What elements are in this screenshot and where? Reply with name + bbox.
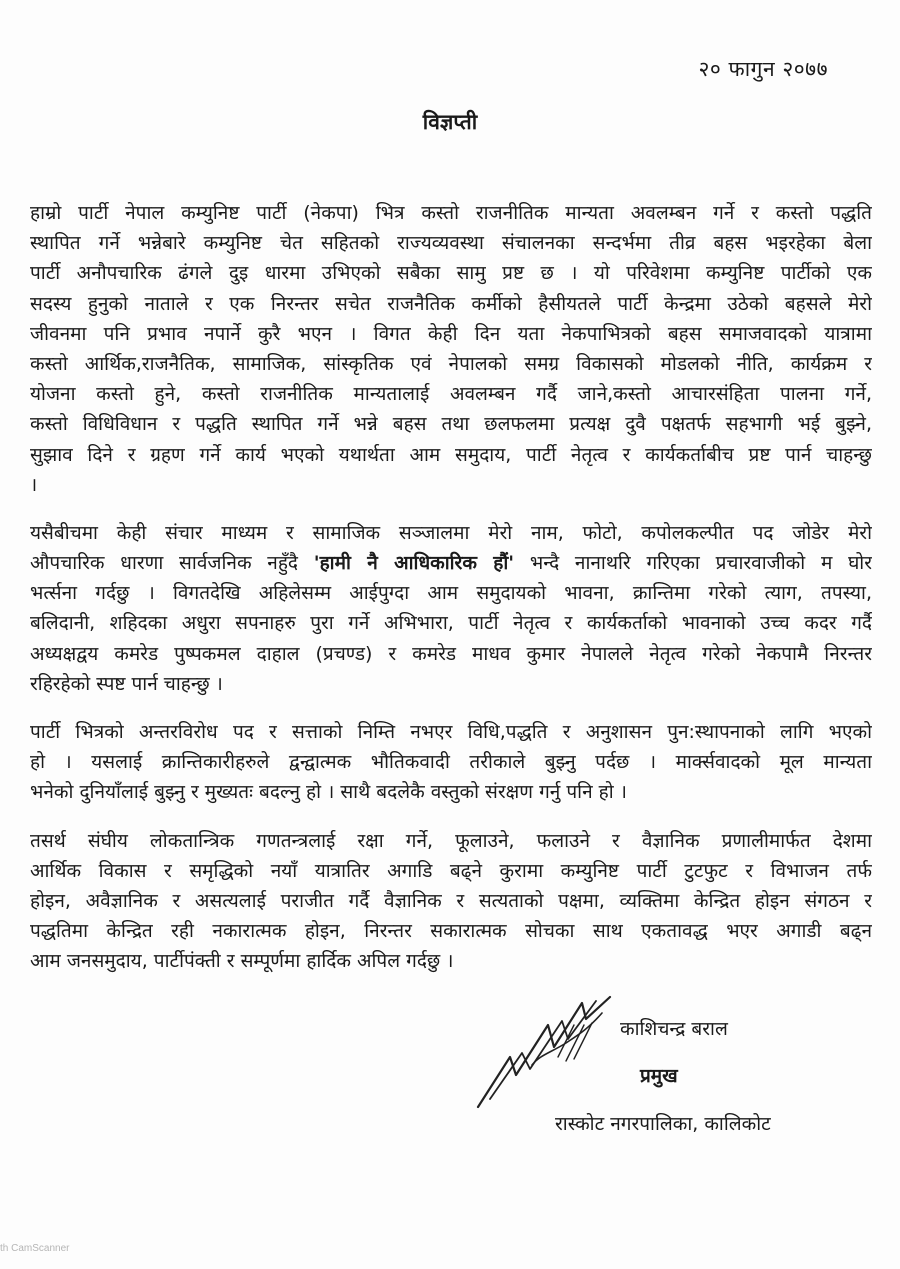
text-line-mixed bbox=[30, 548, 872, 578]
text-line: पार्टी अनौपचारिक ढंगले दुइ धारमा उभिएको सबैका सामु प्रष्ट छ । यो परिवेशमा कम्युनिष्ट पार्टीको एक bbox=[30, 262, 872, 285]
text-line: सुझाव दिने र ग्रहण गर्ने कार्य भएको यथार्थता आम समुदाय, पार्टी नेतृत्व र कार्यकर्ताबीच प्रष्ट पार्न चाहन्छु bbox=[30, 443, 872, 466]
text-line: पार्टी भित्रको अन्तरविरोध पद र सत्ताको निम्ति नभएर विधि,पद्धति र अनुशासन पुन:स्थापनाको लागि भएको bbox=[30, 721, 872, 743]
signatory-role: प्रमुख bbox=[640, 1065, 678, 1087]
text-line: कस्तो विधिविधान र पद्धति स्थापित गर्ने भन्ने बहस तथा छलफलमा प्रत्यक्ष दुवै पक्षतर्फ सहभागी भई बुझ्ने, bbox=[30, 413, 872, 436]
text-line: होइन, अवैज्ञानिक र असत्यलाई पराजीत गर्दै वैज्ञानिक र सत्यताको पक्षमा, व्यक्तिमा केन्द्रित होइन संगठन र bbox=[30, 889, 872, 912]
text-segment: भन्दै नानाथरि गरिएका प्रचारवाजीको म घोर bbox=[514, 552, 872, 575]
document-body bbox=[30, 198, 872, 995]
text-line: भनेको दुनियाँलाई बुझ्नु र मुख्यतः बदल्नु हो । साथै बदलेकै वस्तुको संरक्षण गर्नु पनि हो । bbox=[30, 781, 627, 804]
text-line: आम जनसमुदाय, पार्टीपंक्ती र सम्पूर्णमा हार्दिक अपिल गर्दछु । bbox=[30, 950, 454, 973]
document-title: विज्ञप्ती bbox=[422, 110, 478, 134]
text-line: । bbox=[30, 473, 38, 496]
text-line: हाम्रो पार्टी नेपाल कम्युनिष्ट पार्टी (नेकपा) भित्र कस्तो राजनीतिक मान्यता अवलम्बन गर्ने र कस्तो पद्धति bbox=[30, 202, 872, 224]
document-date: २० फागुन २०७७ bbox=[698, 57, 828, 81]
text-segment: औपचारिक धारणा सार्वजनिक नहुँदै bbox=[30, 552, 314, 575]
text-line: हो । यसलाई क्रान्तिकारीहरुले द्वन्द्वात्मक भौतिकवादी तरीकाले बुझ्नु पर्दछ । मार्क्सवादको मूल मान्यता bbox=[30, 751, 872, 774]
text-line: योजना कस्तो हुने, कस्तो राजनीतिक मान्यतालाई अवलम्बन गर्दै जाने,कस्तो आचारसंहिता पालना गर्ने, bbox=[30, 383, 872, 406]
text-line: यसैबीचमा केही संचार माध्यम र सामाजिक सञ्जालमा मेरो नाम, फोटो, कपोलकल्पीत पद जोडेर मेरो bbox=[30, 521, 872, 544]
quoted-claim: 'हामी नै आधिकारिक हौं' bbox=[313, 552, 515, 575]
text-line: अध्यक्षद्वय कमरेड पुष्पकमल दाहाल (प्रचण्ड) र कमरेड माधव कुमार नेपालले नेतृत्व गरेको नेकपामै निरन्तर bbox=[30, 642, 872, 665]
paragraph-3 bbox=[30, 717, 872, 808]
handwritten-signature bbox=[470, 995, 620, 1115]
paragraph-1 bbox=[30, 198, 872, 500]
scanner-watermark: th CamScanner bbox=[0, 1243, 70, 1254]
text-line: भर्त्सना गर्दछु । विगतदेखि अहिलेसम्म आईपुग्दा आम समुदायको भावना, क्रान्तिमा गरेको त्याग, तपस्या, bbox=[30, 582, 872, 605]
text-line: तसर्थ संघीय लोकतान्त्रिक गणतन्त्रलाई रक्षा गर्ने, फूलाउने, फलाउने र वैज्ञानिक प्रणालीमार्फत देशमा bbox=[30, 829, 872, 852]
text-line: सदस्य हुनुको नाताले र एक निरन्तर सचेत राजनैतिक कर्मीको हैसीयतले पार्टी केन्द्रमा उठेको बहसले मेरो bbox=[30, 292, 872, 315]
text-line: कस्तो आर्थिक,राजनैतिक, सामाजिक, सांस्कृतिक एवं नेपालको समग्र विकासको मोडलको नीति, कार्यक्रम र bbox=[30, 352, 872, 375]
text-line: जीवनमा पनि प्रभाव नपार्ने कुरै भएन । विगत केही दिन यता नेकपाभित्रको बहस समाजवादको यात्रामा bbox=[30, 322, 872, 345]
text-line: स्थापित गर्ने भन्नेबारे कम्युनिष्ट चेत सहितको राज्यव्यवस्था संचालनका सन्दर्भमा तीव्र बहस भइरहेका बेला bbox=[30, 232, 872, 255]
paragraph-2 bbox=[30, 518, 872, 699]
text-line: पद्धतिमा केन्द्रित रही नकारात्मक होइन, निरन्तर सकारात्मक सोचका साथ एकतावद्ध भएर अगाडी बढ्न bbox=[30, 920, 872, 943]
text-line: बलिदानी, शहिदका अधुरा सपनाहरु पुरा गर्ने अभिभारा, पार्टी नेतृत्व र कार्यकर्ताको भावनाको उच्च कदर गर्दै bbox=[30, 612, 872, 635]
paragraph-4 bbox=[30, 826, 872, 977]
text-line: रहिरहेको स्पष्ट पार्न चाहन्छु । bbox=[30, 672, 223, 695]
text-line: आर्थिक विकास र समृद्धिको नयाँ यात्रातिर अगाडि बढ्ने कुरामा कम्युनिष्ट पार्टी टुटफुट र विभाजन तर्फ bbox=[30, 859, 872, 882]
signatory-office: रास्कोट नगरपालिका, कालिकोट bbox=[555, 1113, 771, 1135]
signatory-name: काशिचन्द्र बराल bbox=[620, 1018, 728, 1040]
